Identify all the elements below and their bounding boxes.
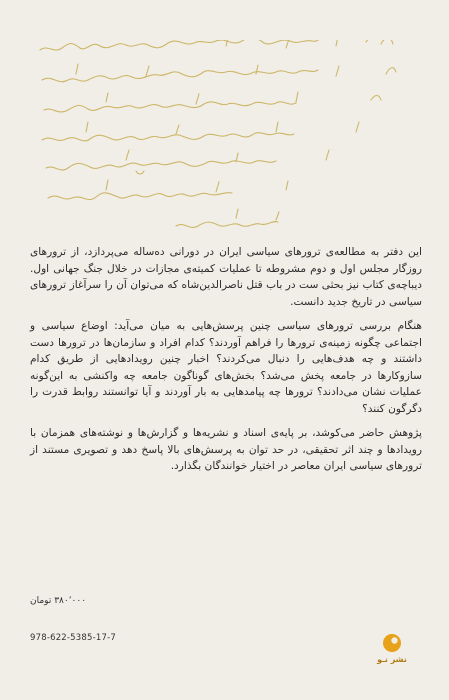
description-paragraph-2: هنگام بررسی ترورهای سیاسی چنین پرسش‌هایی به میان می‌آید: اوضاع سیاسی و اجتماعی چگونه زمینه‌ی ترورها را فراهم آوردند؟ کدام افراد و سازمان‌ها در ترورها دست داشتند و چه هدف‌هایی را دنبال می‌کردند؟ اخبار چنین رویدادهایی از طریق کدام سازوکارها در جامعه پخش می‌شد؟ بخش‌های گوناگون جامعه چه واکنشی به این‌گونه عملیات نشان می‌دادند؟ ترورها چه پیامدهایی به بار آوردند و آیا توانستند روابط قدرت را دگرگون کنند؟: [30, 320, 422, 415]
isbn-label: 978-622-5385-17-7: [30, 633, 116, 643]
handwritten-calligraphy-image: [36, 40, 406, 230]
description-paragraph-1: این دفتر به مطالعه‌ی ترورهای سیاسی ایران در دورانی ده‌ساله می‌پردازد، از ترورهای روزگار مجلس اول و دوم مشروطه تا عملیات کمیته‌ی مجازات در خلال جنگ جهانی اول. دیباچه‌ی کتاب نیز بحثی ست در باب قتل ناصرالدین‌شاه که می‌توان آن را سرآغاز ترورهای سیاسی در تاریخ جدید دانست.: [30, 246, 422, 308]
price-label: ۳۸۰٬۰۰۰ تومان: [30, 596, 87, 606]
book-description: [30, 244, 422, 483]
description-paragraph-3: پژوهش حاضر می‌کوشد، بر پایه‌ی اسناد و نشریه‌ها و گزارش‌ها و نوشته‌های همزمان با رویدادها و چند اثر تحقیقی، در حد توان به پرسش‌های بالا پاسخ دهد و تصویری مستند از ترورهای سیاسی ایران معاصر در اختیار خوانندگان بگذارد.: [30, 427, 422, 472]
publisher-name: نشر نـو: [377, 655, 407, 664]
publisher-logo-icon: [381, 631, 403, 653]
